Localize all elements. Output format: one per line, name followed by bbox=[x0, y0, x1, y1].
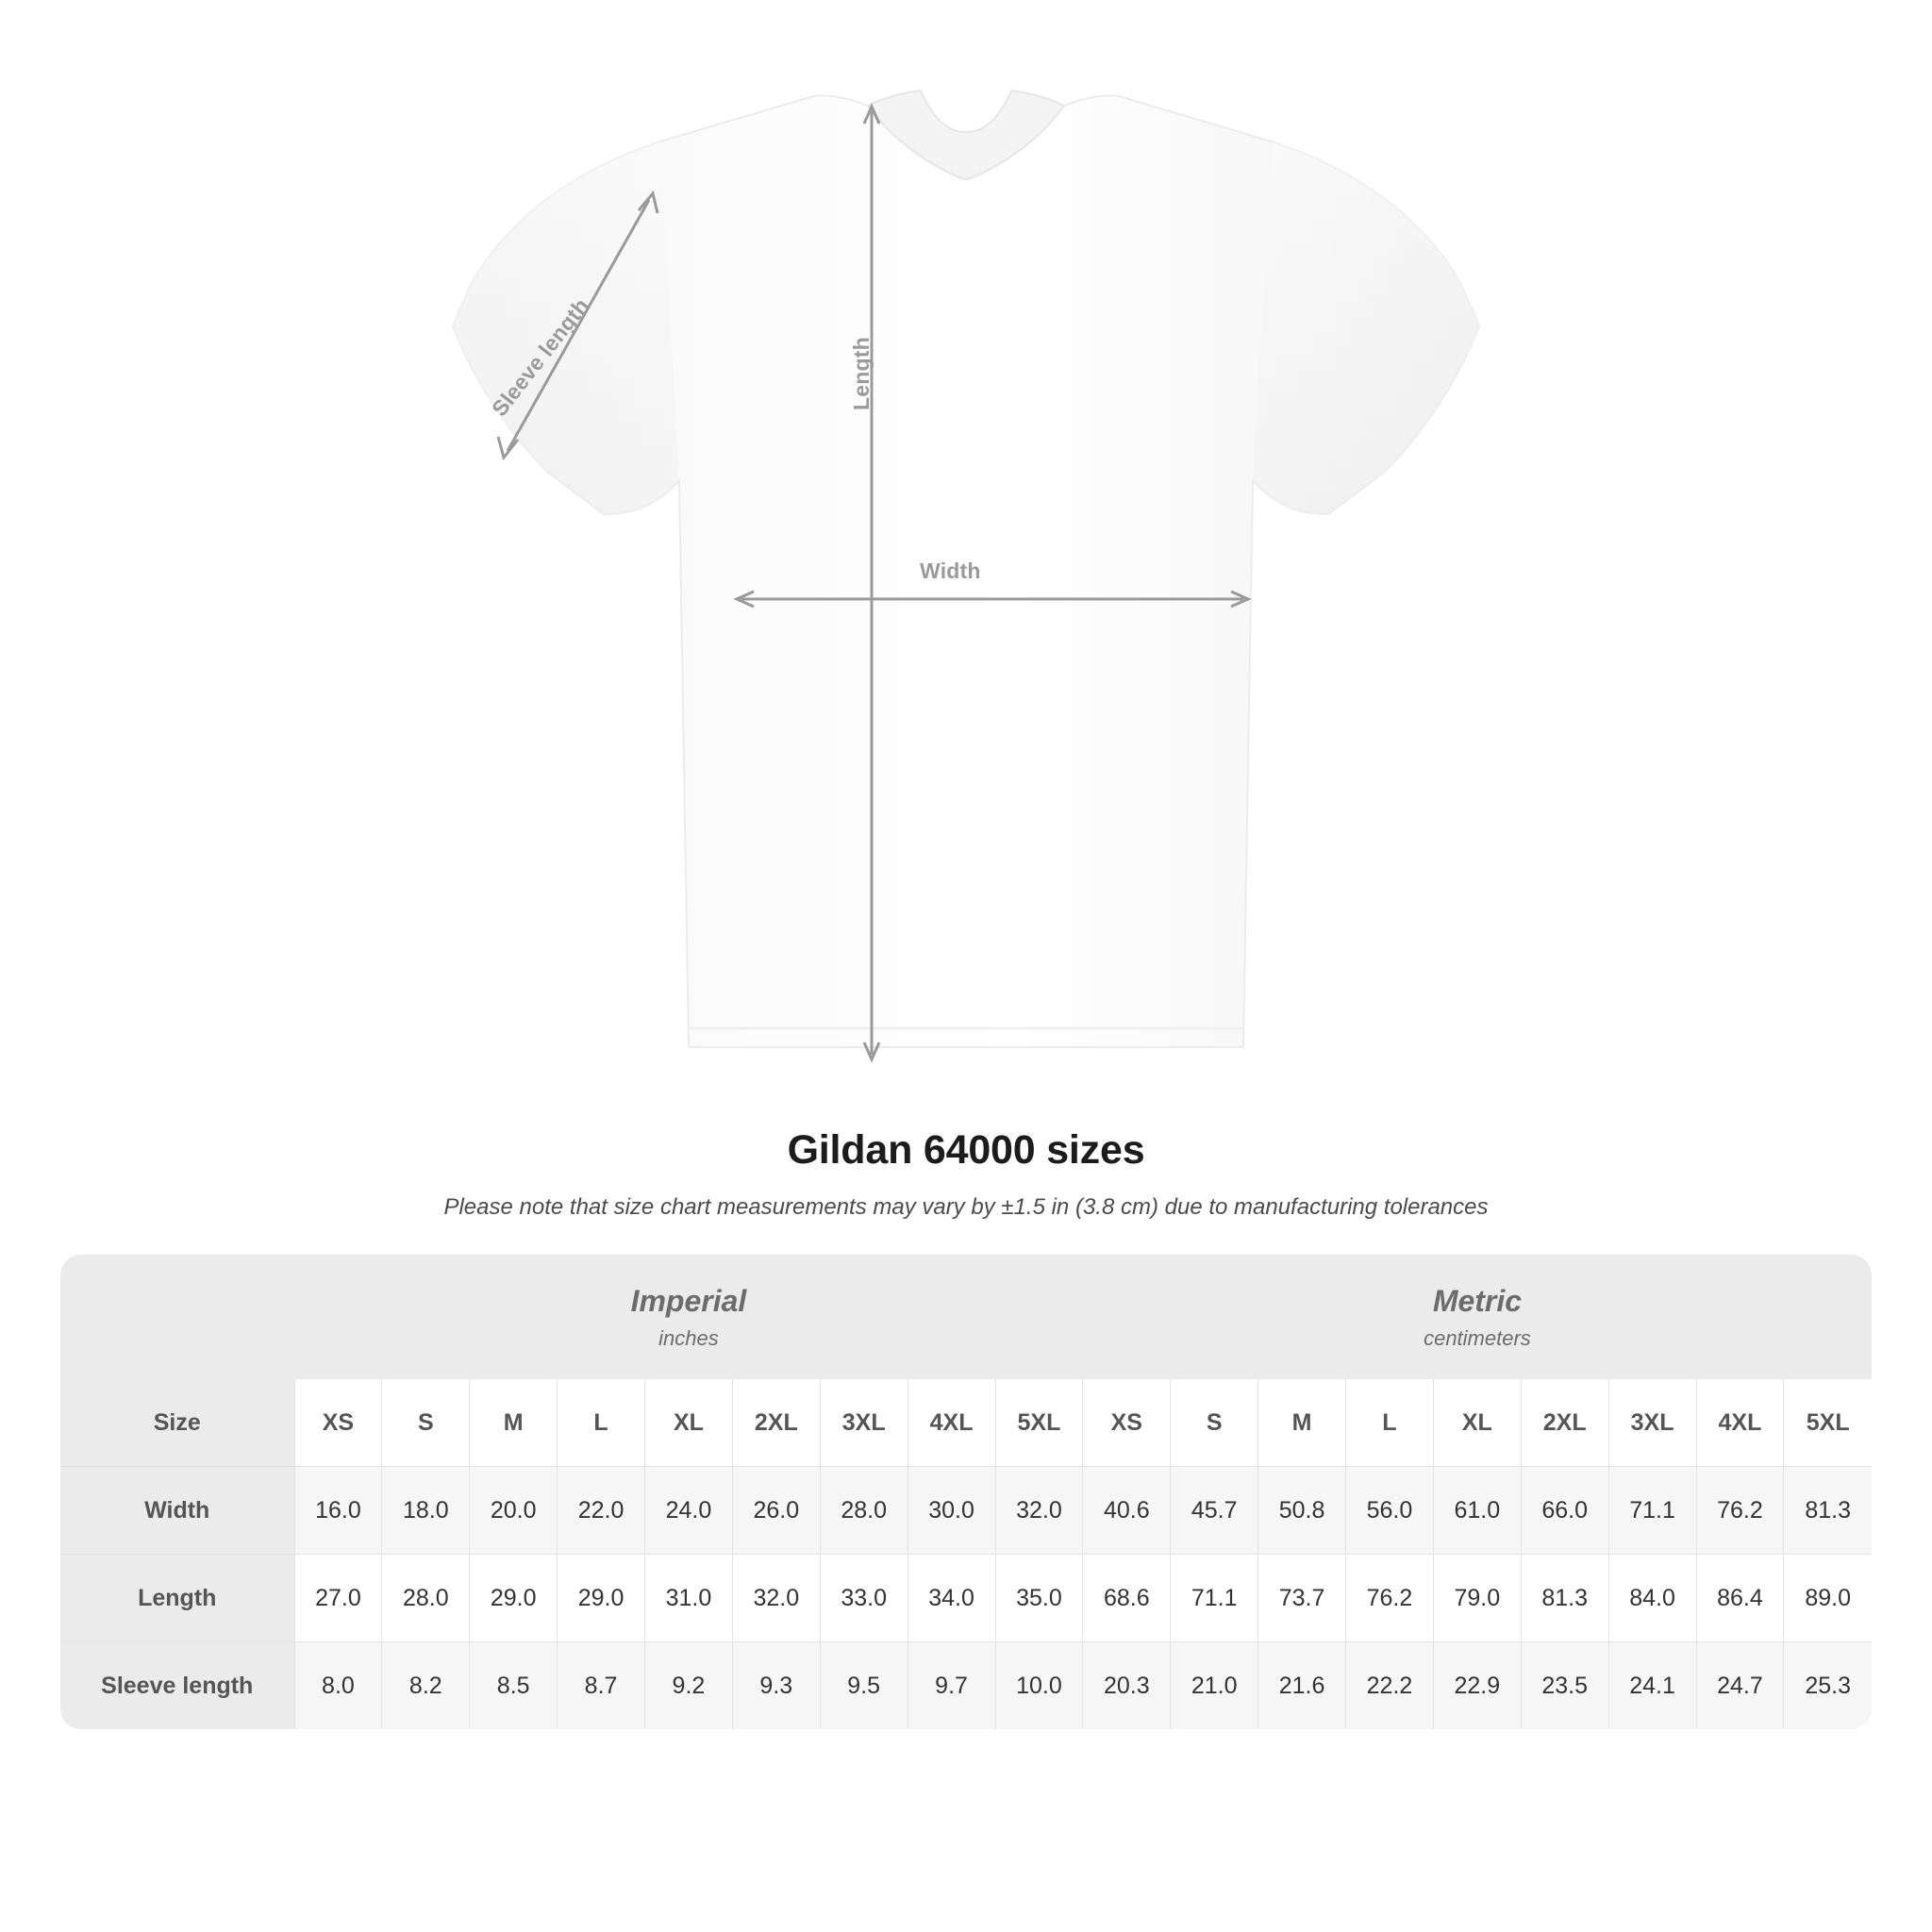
row-label-width: Width bbox=[60, 1467, 294, 1555]
unit-header-metric bbox=[1083, 1255, 1872, 1379]
cell-sleeve: 8.0 bbox=[294, 1642, 382, 1730]
cell-width: 16.0 bbox=[294, 1467, 382, 1555]
metric-subtitle: centimeters bbox=[1424, 1325, 1531, 1350]
imperial-subtitle: inches bbox=[658, 1325, 719, 1350]
imperial-title: Imperial bbox=[630, 1283, 747, 1318]
row-label-length: Length bbox=[60, 1555, 294, 1642]
cell-length: 33.0 bbox=[820, 1555, 908, 1642]
cell-sleeve: 24.1 bbox=[1608, 1642, 1696, 1730]
unit-header-spacer bbox=[60, 1255, 294, 1379]
column-header-cell: 3XL bbox=[1608, 1379, 1696, 1467]
cell-sleeve: 21.6 bbox=[1258, 1642, 1346, 1730]
cell-length: 32.0 bbox=[732, 1555, 820, 1642]
column-header-cell: S bbox=[1171, 1379, 1258, 1467]
column-header-cell: XL bbox=[1433, 1379, 1521, 1467]
cell-width: 28.0 bbox=[820, 1467, 908, 1555]
cell-length: 27.0 bbox=[294, 1555, 382, 1642]
cell-width: 61.0 bbox=[1433, 1467, 1521, 1555]
size-table-container bbox=[60, 1255, 1872, 1729]
tolerance-note: Please note that size chart measurements may vary by ±1.5 in (3.8 cm) due to manufacturing tolerances bbox=[443, 1194, 1489, 1220]
cell-sleeve: 8.5 bbox=[470, 1642, 558, 1730]
metric-title: Metric bbox=[1432, 1283, 1523, 1318]
cell-length: 29.0 bbox=[558, 1555, 645, 1642]
column-header-cell: L bbox=[558, 1379, 645, 1467]
cell-width: 22.0 bbox=[558, 1467, 645, 1555]
cell-width: 32.0 bbox=[995, 1467, 1083, 1555]
column-header-cell: M bbox=[470, 1379, 558, 1467]
column-header-cell: 4XL bbox=[908, 1379, 995, 1467]
cell-sleeve: 23.5 bbox=[1521, 1642, 1608, 1730]
column-header-cell: 5XL bbox=[1784, 1379, 1872, 1467]
cell-sleeve: 21.0 bbox=[1171, 1642, 1258, 1730]
cell-sleeve: 22.2 bbox=[1346, 1642, 1434, 1730]
cell-length: 84.0 bbox=[1608, 1555, 1696, 1642]
cell-length: 76.2 bbox=[1346, 1555, 1434, 1642]
cell-width: 56.0 bbox=[1346, 1467, 1434, 1555]
cell-length: 31.0 bbox=[645, 1555, 733, 1642]
cell-sleeve: 9.7 bbox=[908, 1642, 995, 1730]
cell-length: 86.4 bbox=[1696, 1555, 1784, 1642]
cell-width: 50.8 bbox=[1258, 1467, 1346, 1555]
table-row bbox=[60, 1555, 1872, 1642]
column-header-cell: 3XL bbox=[820, 1379, 908, 1467]
cell-width: 71.1 bbox=[1608, 1467, 1696, 1555]
cell-width: 40.6 bbox=[1083, 1467, 1171, 1555]
unit-header-row bbox=[60, 1255, 1872, 1379]
cell-sleeve: 20.3 bbox=[1083, 1642, 1171, 1730]
cell-sleeve: 22.9 bbox=[1433, 1642, 1521, 1730]
cell-length: 71.1 bbox=[1171, 1555, 1258, 1642]
cell-width: 81.3 bbox=[1784, 1467, 1872, 1555]
column-header-cell: 4XL bbox=[1696, 1379, 1784, 1467]
cell-sleeve: 25.3 bbox=[1784, 1642, 1872, 1730]
table-row bbox=[60, 1467, 1872, 1555]
cell-length: 28.0 bbox=[382, 1555, 470, 1642]
cell-length: 73.7 bbox=[1258, 1555, 1346, 1642]
cell-width: 66.0 bbox=[1521, 1467, 1608, 1555]
column-header-cell: 2XL bbox=[732, 1379, 820, 1467]
cell-width: 45.7 bbox=[1171, 1467, 1258, 1555]
size-table bbox=[60, 1255, 1872, 1729]
width-dimension-label: Width bbox=[920, 558, 981, 583]
row-label-sleeve-length: Sleeve length bbox=[60, 1642, 294, 1730]
cell-sleeve: 8.7 bbox=[558, 1642, 645, 1730]
length-dimension-label: Length bbox=[849, 337, 874, 410]
size-header-row bbox=[60, 1379, 1872, 1467]
column-header-cell: 2XL bbox=[1521, 1379, 1608, 1467]
column-header-cell: XL bbox=[645, 1379, 733, 1467]
cell-length: 79.0 bbox=[1433, 1555, 1521, 1642]
page-title: Gildan 64000 sizes bbox=[787, 1127, 1145, 1173]
cell-width: 24.0 bbox=[645, 1467, 733, 1555]
cell-width: 18.0 bbox=[382, 1467, 470, 1555]
cell-width: 76.2 bbox=[1696, 1467, 1784, 1555]
sleeve-length-dimension-label: Sleeve length bbox=[487, 293, 594, 422]
cell-length: 34.0 bbox=[908, 1555, 995, 1642]
column-header-cell: XS bbox=[294, 1379, 382, 1467]
column-header-cell: M bbox=[1258, 1379, 1346, 1467]
cell-sleeve: 9.3 bbox=[732, 1642, 820, 1730]
cell-sleeve: 9.5 bbox=[820, 1642, 908, 1730]
column-header-cell: XS bbox=[1083, 1379, 1171, 1467]
cell-length: 29.0 bbox=[470, 1555, 558, 1642]
title-block bbox=[0, 1127, 1932, 1221]
cell-length: 35.0 bbox=[995, 1555, 1083, 1642]
unit-header-imperial bbox=[294, 1255, 1083, 1379]
cell-length: 89.0 bbox=[1784, 1555, 1872, 1642]
cell-width: 30.0 bbox=[908, 1467, 995, 1555]
cell-width: 20.0 bbox=[470, 1467, 558, 1555]
cell-sleeve: 10.0 bbox=[995, 1642, 1083, 1730]
cell-length: 81.3 bbox=[1521, 1555, 1608, 1642]
cell-sleeve: 8.2 bbox=[382, 1642, 470, 1730]
cell-width: 26.0 bbox=[732, 1467, 820, 1555]
cell-sleeve: 24.7 bbox=[1696, 1642, 1784, 1730]
table-row bbox=[60, 1642, 1872, 1730]
cell-sleeve: 9.2 bbox=[645, 1642, 733, 1730]
row-header-size: Size bbox=[60, 1379, 294, 1467]
column-header-cell: 5XL bbox=[995, 1379, 1083, 1467]
cell-length: 68.6 bbox=[1083, 1555, 1171, 1642]
column-header-cell: L bbox=[1346, 1379, 1434, 1467]
column-header-cell: S bbox=[382, 1379, 470, 1467]
